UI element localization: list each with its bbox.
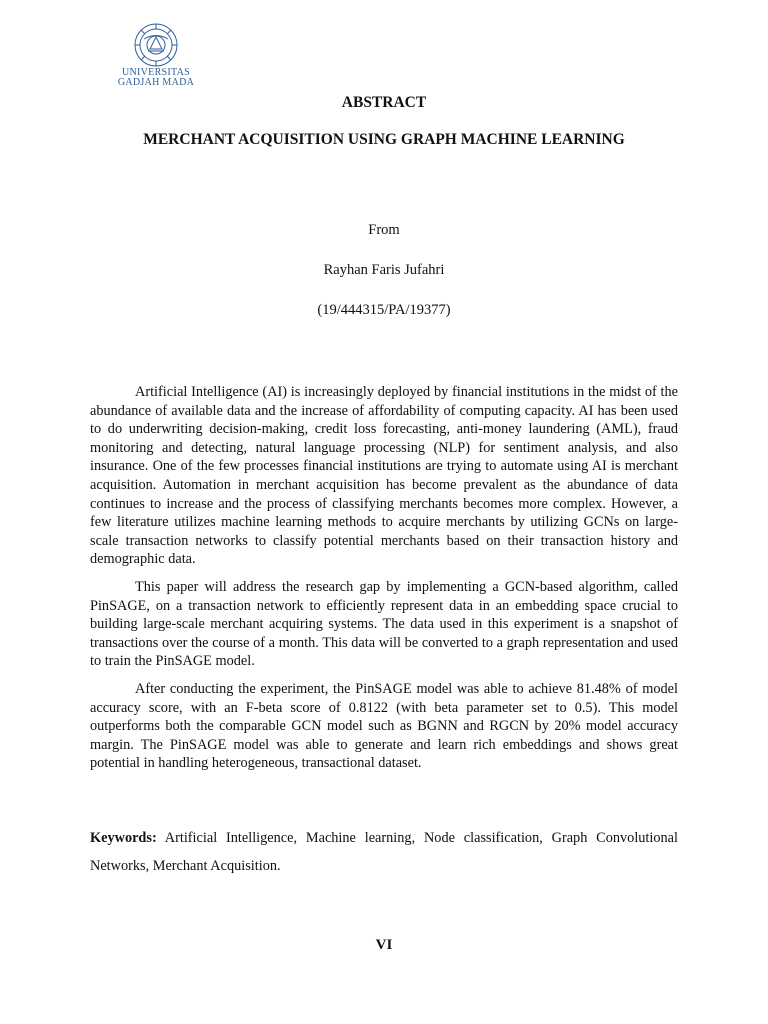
abstract-body [90, 383, 678, 782]
university-seal-icon [133, 22, 179, 68]
thesis-title: MERCHANT ACQUISITION USING GRAPH MACHINE LEARNING [143, 131, 625, 148]
university-logo [116, 22, 196, 88]
logo-text-line2: GADJAH MADA [117, 77, 195, 88]
student-id: (19/444315/PA/19377) [317, 302, 451, 318]
logo-text-line1: UNIVERSITAS [121, 67, 191, 78]
abstract-paragraph-3: After conducting the experiment, the PinSAGE model was able to achieve 81.48% of model accuracy score, with an F-beta score of 0.8122 (with beta parameter set to 0.5). This model outperforms both the comparable GCN model such as BGNN and RGCN by 20% model accuracy margin. The PinSAGE model was able to generate and learn rich embeddings and shows great potential in handling heterogeneous, transactional dataset. [90, 680, 678, 772]
keywords-section [90, 824, 678, 880]
abstract-paragraph-1: Artificial Intelligence (AI) is increasingly deployed by financial institutions in the midst of the abundance of available data and the increase of affordability of computing capacity. AI has been used to do underwriting decision-making, credit loss forecasting, anti-money laundering (AML), fraud monitoring and detecting, natural language processing (NLP) for sentiment analysis, and also insurance. One of the few processes financial institutions are trying to automate using AI is merchant acquisition. Automation in merchant acquisition has become prevalent as the abundance of data continues to increase and the process of classifying merchants becomes more complex. However, a few literature utilizes machine learning methods to acquire merchants by utilizing GCNs on large-scale transaction networks to classify potential merchants based on their transaction history and demographic data. [90, 384, 678, 568]
from-label: From [368, 222, 400, 238]
page-number: VI [375, 937, 393, 953]
keywords-label: Keywords: [90, 830, 157, 846]
abstract-heading: ABSTRACT [341, 94, 427, 111]
abstract-paragraph-2: This paper will address the research gap by implementing a GCN-based algorithm, called PinSAGE, on a transaction network to efficiently represent data in an embedding space crucial to building large-scale merchant acquiring systems. The data used in this experiment is a snapshot of transactions over the course of a month. This data will be converted to a graph representation and used to train the PinSAGE model. [90, 578, 678, 670]
author-name: Rayhan Faris Jufahri [323, 262, 445, 278]
keywords-text: Artificial Intelligence, Machine learning, Node classification, Graph Convolutional Networks, Merchant Acquisition. [90, 830, 678, 874]
